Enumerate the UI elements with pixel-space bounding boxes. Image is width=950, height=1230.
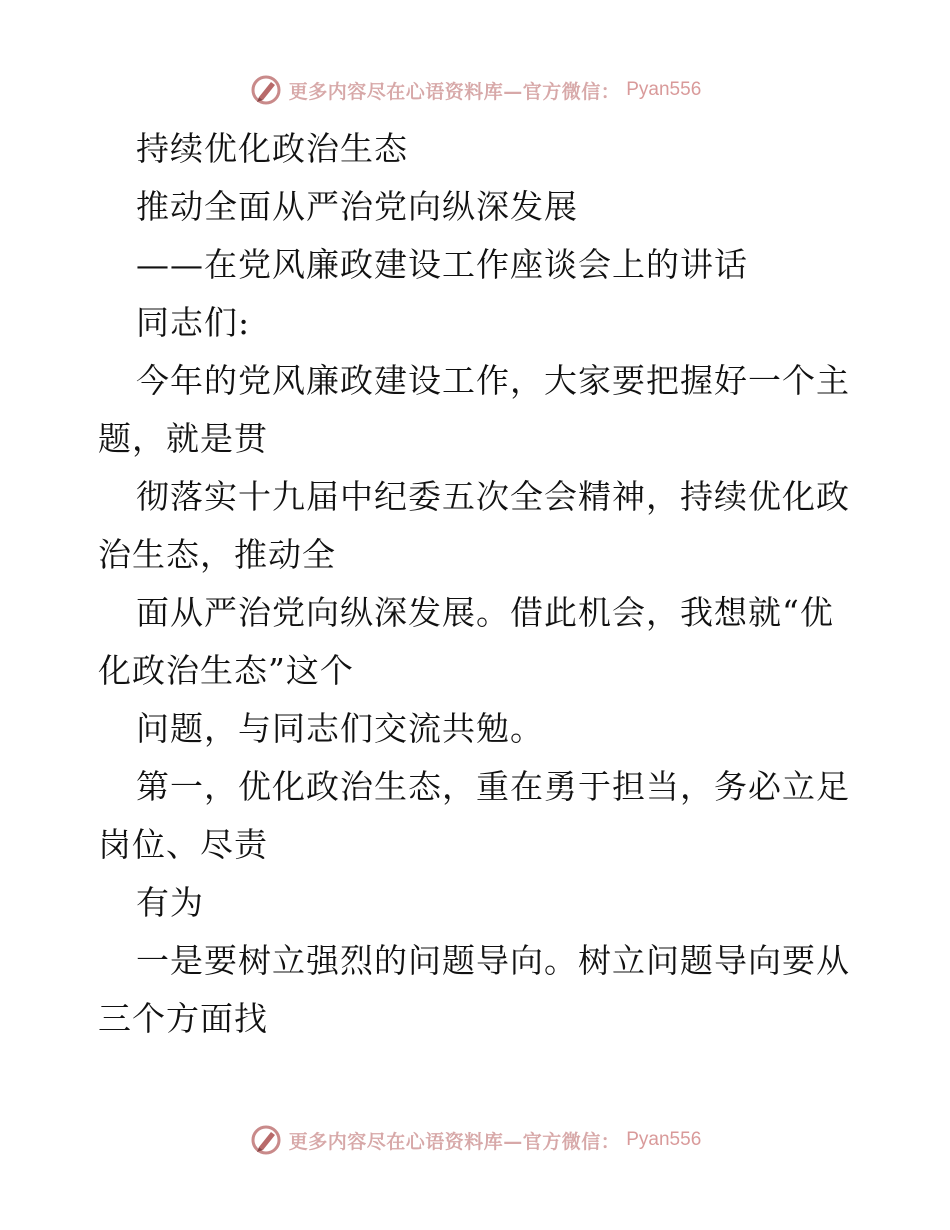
watermark-text: 更多内容尽在心语资料库—官方微信： xyxy=(288,80,621,103)
watermark-text: 更多内容尽在心语资料库—官方微信： xyxy=(288,1130,621,1153)
body-paragraph: 今年的党风廉政建设工作，大家要把握好一个主题，就是贯 xyxy=(98,361,850,458)
body-paragraph: 一是要树立强烈的问题导向。树立问题导向要从三个方面找 xyxy=(98,941,850,1038)
subtitle-line: 推动全面从严治党向纵深发展 xyxy=(136,187,578,226)
watermark-wechat-id: Pyan556 xyxy=(626,1129,702,1150)
body-paragraph: 面从严治党向纵深发展。借此机会，我想就“优化政治生态”这个 xyxy=(98,593,834,690)
footer-watermark xyxy=(0,1120,950,1160)
pen-seal-icon xyxy=(249,73,283,107)
body-paragraph: 彻落实十九届中纪委五次全会精神，持续优化政治生态，推动全 xyxy=(98,477,850,574)
speech-occasion-line: ——在党风廉政建设工作座谈会上的讲话 xyxy=(136,245,748,284)
body-paragraph: 问题，与同志们交流共勉。 xyxy=(136,709,544,748)
salutation: 同志们: xyxy=(136,303,251,342)
watermark-wechat-id: Pyan556 xyxy=(626,79,702,100)
document-body xyxy=(98,120,858,1048)
header-watermark xyxy=(0,70,950,110)
section-heading-continued: 有为 xyxy=(136,883,204,922)
pen-seal-icon xyxy=(249,1123,283,1157)
title-line: 持续优化政治生态 xyxy=(136,129,408,168)
section-heading: 第一，优化政治生态，重在勇于担当，务必立足岗位、尽责 xyxy=(98,767,850,864)
